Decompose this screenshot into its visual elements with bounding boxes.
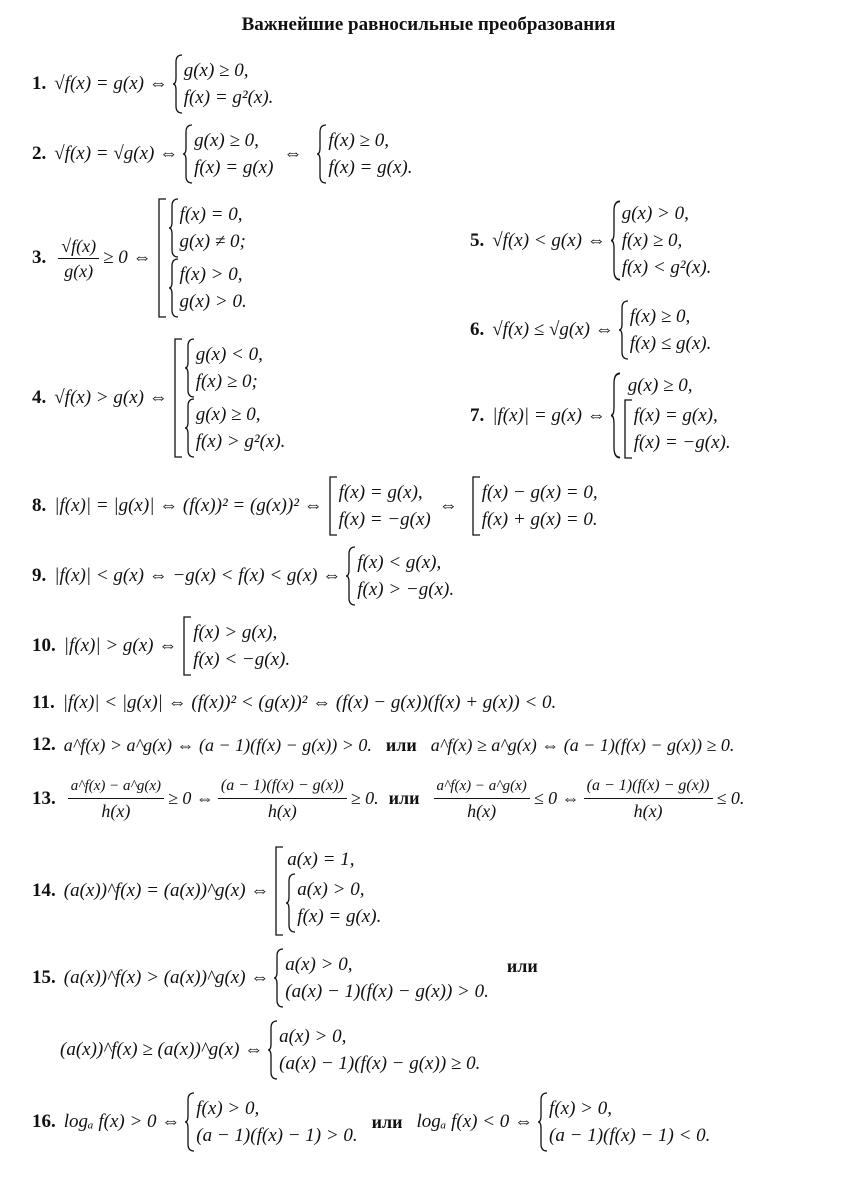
formula-lhs: (a(x))^f(x) > (a(x))^g(x) ⇔	[63, 967, 270, 988]
formula-number: 9.	[32, 565, 47, 586]
denominator: h(x)	[101, 801, 131, 821]
system	[537, 1092, 710, 1152]
system-line: f(x) = g(x).	[328, 157, 413, 178]
formula-lhs: |f(x)| > g(x) ⇔	[63, 635, 178, 656]
relation: ≥ 0.	[350, 788, 379, 808]
relation: ≤ 0.	[716, 788, 745, 808]
formula-number: 6.	[470, 319, 485, 340]
formula-lhs: logₐ f(x) > 0 ⇔	[63, 1111, 181, 1132]
system-line: f(x) > g(x),	[193, 622, 278, 643]
system-line: f(x) = g(x),	[633, 405, 718, 426]
system-line: f(x) − g(x) = 0,	[481, 482, 598, 503]
system	[267, 1020, 480, 1080]
union-set	[181, 616, 290, 676]
fraction	[584, 774, 713, 823]
formula-11	[32, 692, 556, 714]
formula-number: 1.	[32, 73, 47, 94]
system-line: f(x) = −g(x)	[338, 509, 431, 530]
formula-1	[32, 54, 273, 114]
formula-number: 15.	[32, 967, 56, 988]
system-line: f(x) + g(x) = 0.	[481, 509, 598, 530]
relation: ≥ 0 ⇔	[103, 247, 152, 268]
system-line: g(x) ≠ 0;	[179, 231, 246, 252]
system-line: g(x) > 0.	[179, 291, 247, 312]
curly-brace-icon	[182, 124, 194, 184]
system-line: f(x) ≥ 0;	[195, 371, 258, 392]
page-title: Важнейшие равносильные преобразования	[241, 14, 616, 35]
formula-14	[32, 846, 381, 936]
square-bracket-icon	[156, 198, 168, 318]
formula-lhs: |f(x)| = |g(x)| ⇔ (f(x))² = (g(x))² ⇔	[54, 495, 323, 516]
system	[182, 124, 273, 184]
curly-brace-icon	[610, 372, 622, 459]
formula-lhs: |f(x)| = g(x) ⇔	[492, 404, 606, 426]
formula-13	[32, 774, 744, 823]
system-line: f(x) ≤ g(x).	[629, 333, 712, 354]
formula-number: 8.	[32, 495, 47, 516]
formula-lhs: |f(x)| < g(x) ⇔ −g(x) < f(x) < g(x) ⇔	[54, 565, 342, 586]
system-line: (a(x) − 1)(f(x) − g(x)) > 0.	[285, 981, 489, 1002]
union-set	[172, 338, 286, 458]
numerator: (a − 1)(f(x) − g(x))	[584, 774, 713, 799]
system-line: f(x) = g(x).	[297, 906, 382, 927]
fraction	[68, 774, 164, 823]
union-set	[327, 476, 431, 536]
system-line: g(x) > 0,	[621, 203, 689, 224]
formula-lhs: (a(x))^f(x) = (a(x))^g(x) ⇔	[63, 880, 270, 901]
formula-number: 4.	[32, 387, 47, 408]
curly-brace-icon	[345, 546, 357, 606]
or-word: или	[388, 788, 420, 808]
denominator: h(x)	[467, 801, 497, 821]
curly-brace-icon	[184, 1092, 196, 1152]
formula-5	[470, 200, 711, 281]
curly-brace-icon	[285, 873, 297, 933]
curly-brace-icon	[267, 1020, 279, 1080]
formula-9	[32, 546, 454, 606]
system	[618, 300, 712, 360]
system	[316, 124, 412, 184]
system-line: f(x) = g(x)	[194, 157, 274, 178]
formula-10	[32, 616, 290, 676]
fraction	[218, 774, 347, 823]
system-line: a(x) > 0,	[279, 1026, 347, 1047]
curly-brace-icon	[537, 1092, 549, 1152]
denominator: g(x)	[64, 260, 94, 281]
system	[273, 948, 489, 1008]
formula-lhs: |f(x)| < |g(x)| ⇔ (f(x))² < (g(x))² ⇔ (f(x) − g(x))(f(x) + g(x)) < 0.	[62, 692, 557, 713]
system-line: g(x) < 0,	[195, 344, 263, 365]
relation: ≤ 0 ⇔	[533, 788, 580, 808]
formula-lhs: (a(x))^f(x) ≥ (a(x))^g(x) ⇔	[60, 1039, 264, 1060]
formula-lhs: √f(x) < g(x) ⇔	[492, 229, 606, 251]
system-line: g(x) ≥ 0,	[183, 60, 249, 81]
fraction	[434, 774, 530, 823]
denominator: h(x)	[267, 801, 297, 821]
system-line: f(x) < −g(x).	[193, 649, 291, 670]
formula-2	[32, 124, 412, 184]
or-word: или	[371, 1111, 403, 1132]
curly-brace-icon	[168, 198, 180, 258]
curly-brace-icon	[316, 124, 328, 184]
system-line: f(x) > 0,	[179, 264, 243, 285]
formula-number: 13.	[32, 787, 56, 809]
formula-15-alt	[60, 1020, 480, 1080]
formula-part: a^f(x) > a^g(x) ⇔ (a − 1)(f(x) − g(x)) > 0.	[63, 734, 372, 755]
system	[610, 372, 731, 459]
curly-brace-icon	[184, 398, 196, 458]
system-line: f(x) > 0,	[196, 1098, 260, 1119]
formula-lhs: √f(x) = √g(x) ⇔	[54, 143, 179, 164]
system-line: f(x) < g²(x).	[621, 257, 712, 278]
union-set	[156, 198, 247, 318]
system-line: g(x) ≥ 0,	[195, 404, 261, 425]
formula-lhs: √f(x) ≤ √g(x) ⇔	[492, 319, 614, 340]
equivalence-sign: ⇔	[438, 495, 458, 516]
formula-3	[32, 198, 247, 318]
square-bracket-icon	[181, 616, 193, 676]
numerator: a^f(x) − a^g(x)	[434, 774, 530, 799]
square-bracket-icon	[470, 476, 482, 536]
equivalence-sign: ⇔	[283, 143, 303, 164]
curly-brace-icon	[273, 948, 285, 1008]
or-word: или	[506, 956, 538, 976]
formula-number: 11.	[32, 692, 55, 713]
formula-part: a^f(x) ≥ a^g(x) ⇔ (a − 1)(f(x) − g(x)) ≥ 0.	[430, 734, 735, 755]
system-line: g(x) ≥ 0,	[194, 130, 259, 151]
formula-6	[470, 300, 711, 360]
numerator: √f(x)	[58, 234, 99, 259]
system-line: f(x) = −g(x).	[633, 432, 731, 453]
system-line: f(x) ≥ 0,	[621, 230, 683, 251]
numerator: (a − 1)(f(x) − g(x))	[218, 774, 347, 799]
or-word: или	[385, 734, 417, 755]
square-bracket-icon	[327, 476, 339, 536]
curly-brace-icon	[610, 200, 622, 281]
system-line: f(x) ≥ 0,	[328, 130, 389, 151]
formula-8	[32, 476, 598, 536]
curly-brace-icon	[168, 258, 180, 318]
system-line: (a − 1)(f(x) − 1) < 0.	[549, 1125, 711, 1146]
formula-number: 7.	[470, 404, 485, 426]
system	[345, 546, 454, 606]
curly-brace-icon	[618, 300, 630, 360]
system-line: a(x) = 1,	[287, 849, 355, 870]
system-line: f(x) = g(x),	[338, 482, 423, 503]
system-line: a(x) > 0,	[297, 879, 365, 900]
relation: ≥ 0 ⇔	[168, 788, 214, 808]
system-line: g(x) ≥ 0,	[627, 375, 693, 396]
union-set	[470, 476, 598, 536]
square-bracket-icon	[622, 399, 634, 459]
square-bracket-icon	[273, 846, 285, 936]
formula-number: 3.	[32, 247, 47, 268]
system-line: f(x) ≥ 0,	[629, 306, 691, 327]
system	[184, 1092, 357, 1152]
system-line: (a(x) − 1)(f(x) − g(x)) ≥ 0.	[279, 1053, 481, 1074]
formula-lhs: √f(x) = g(x) ⇔	[54, 73, 168, 94]
denominator: h(x)	[633, 801, 663, 821]
curly-brace-icon	[172, 54, 184, 114]
formula-4	[32, 338, 285, 458]
curly-brace-icon	[184, 338, 196, 398]
formula-number: 16.	[32, 1111, 56, 1132]
formula-12	[32, 734, 734, 756]
formula-15	[32, 948, 552, 1008]
system	[172, 54, 274, 114]
system	[610, 200, 712, 281]
system-line: a(x) > 0,	[285, 954, 353, 975]
numerator: a^f(x) − a^g(x)	[68, 774, 164, 799]
formula-number: 10.	[32, 635, 56, 656]
system-line: f(x) = g²(x).	[183, 87, 274, 108]
square-bracket-icon	[172, 338, 184, 458]
formula-number: 12.	[32, 734, 56, 755]
union-set	[273, 846, 381, 936]
system-line: f(x) = 0,	[179, 204, 243, 225]
formula-lhs: √f(x) > g(x) ⇔	[54, 387, 168, 408]
formula-7	[470, 372, 731, 459]
fraction	[58, 234, 99, 283]
formula-lhs: logₐ f(x) < 0 ⇔	[416, 1111, 534, 1132]
system-line: (a − 1)(f(x) − 1) > 0.	[196, 1125, 358, 1146]
formula-number: 5.	[470, 229, 485, 251]
formula-number: 2.	[32, 143, 47, 164]
system-line: f(x) < g(x),	[357, 552, 442, 573]
formula-number: 14.	[32, 880, 56, 901]
system-line: f(x) > −g(x).	[357, 579, 455, 600]
formula-16	[32, 1092, 710, 1152]
system-line: f(x) > g²(x).	[195, 431, 286, 452]
system-line: f(x) > 0,	[549, 1098, 612, 1119]
